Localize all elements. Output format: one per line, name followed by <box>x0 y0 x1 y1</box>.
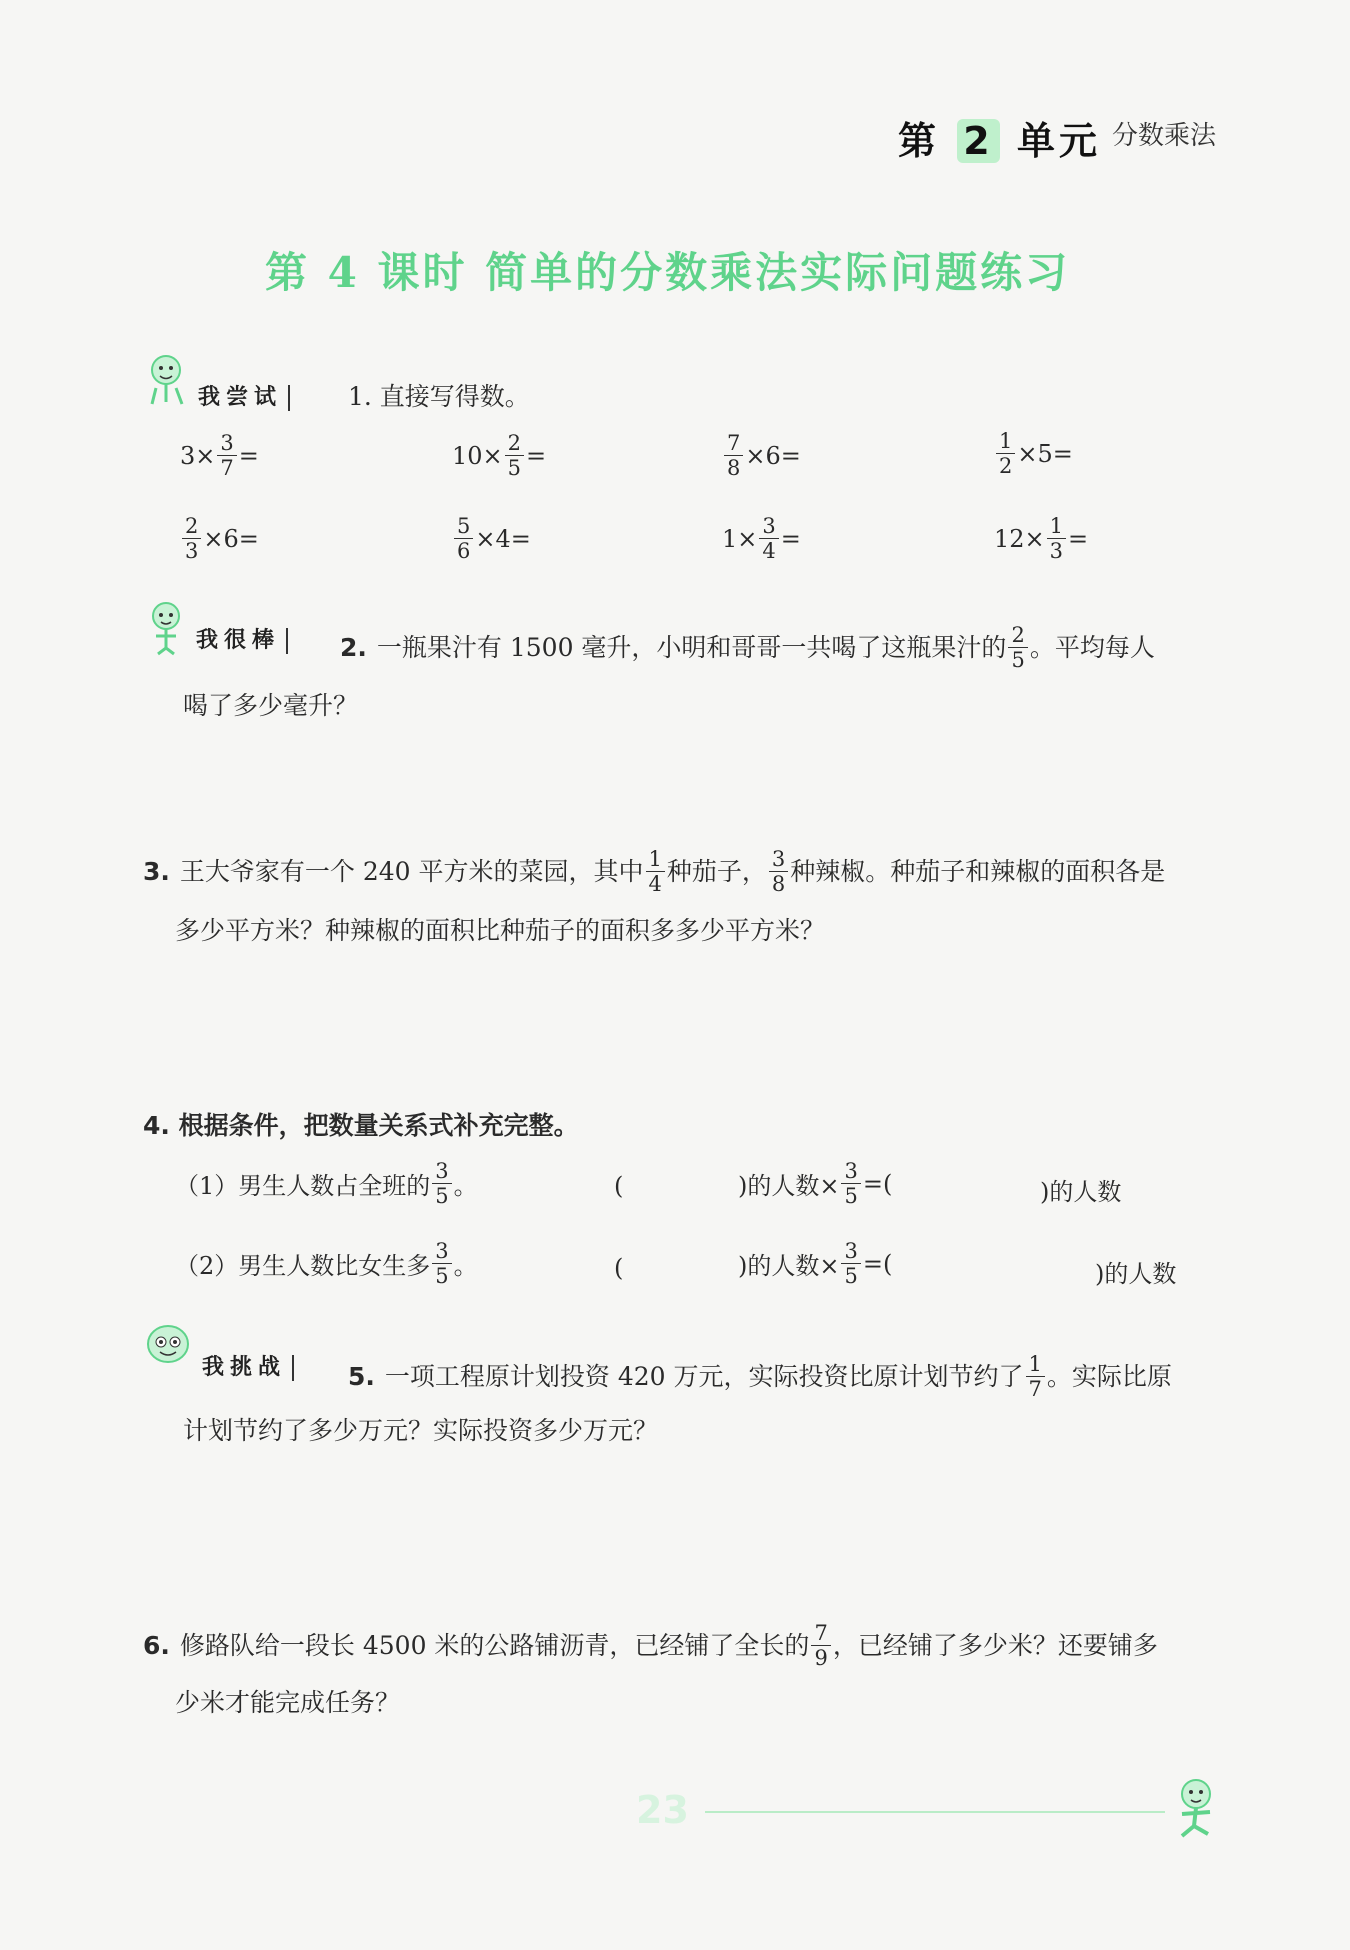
page-number: 23 <box>636 1788 689 1832</box>
q5-line1: 5. 一项工程原计划投资 420 万元，实际投资比原计划节约了 $\frac{1}{7}$ 。实际比原 <box>348 1352 1172 1402</box>
q3-line2: 多少平方米？种辣椒的面积比种茄子的面积多多少平方米？ <box>175 916 826 945</box>
section-great-label: 我很棒 <box>196 628 281 653</box>
q6-line2: 少米才能完成任务？ <box>175 1688 401 1717</box>
unit-number: 2 <box>957 119 999 163</box>
q3-line1: 3. 王大爷家有一个 240 平方米的菜园，其中 $\frac{1}{4}$ 种茄子， $\frac{3}{8}$ 种辣椒。种茄子和辣椒的面积各是 <box>143 847 1166 897</box>
q4-row1-condition: （1）男生人数占全班的 $\frac{3}{5}$ 。 <box>175 1159 478 1209</box>
q5-line2: 计划节约了多少万元？实际投资多少万元？ <box>183 1416 659 1445</box>
section-challenge <box>202 1350 294 1381</box>
unit-topic: 分数乘法 <box>1112 121 1217 151</box>
q1-expr-4: $\frac{1}{2}$ ×5= <box>994 430 1073 477</box>
section-great <box>196 623 288 654</box>
section-challenge-label: 我挑战 <box>202 1355 287 1380</box>
q4-label: 4. 根据条件，把数量关系式补充完整。 <box>143 1111 579 1140</box>
footer-divider <box>705 1811 1165 1813</box>
q1-expr-6: $\frac{5}{6}$ ×4= <box>452 515 531 562</box>
q1-expr-8: 12× $\frac{1}{3}$ = <box>994 514 1089 564</box>
cartoon-mascot-icon <box>140 1318 196 1374</box>
q4-row2-relation: )的人数× $\frac{3}{5}$ =( <box>738 1239 893 1289</box>
cartoon-girl-icon <box>142 348 192 408</box>
q4-row1-blank-2[interactable]: )的人数 <box>1040 1178 1122 1206</box>
q4-row2-blank-1[interactable]: ( <box>614 1254 624 1282</box>
unit-prefix: 第 <box>898 119 941 163</box>
q4-row2-blank-2[interactable]: )的人数 <box>1095 1260 1177 1288</box>
q4-row1-relation: )的人数× $\frac{3}{5}$ =( <box>738 1159 893 1209</box>
q2-line1: 2. 一瓶果汁有 1500 毫升，小明和哥哥一共喝了这瓶果汁的 $\frac{2}{5}$ 。平均每人 <box>340 623 1155 673</box>
q4-row2-condition: （2）男生人数比女生多 $\frac{3}{5}$ 。 <box>175 1239 478 1289</box>
section-try <box>198 380 290 411</box>
q1-expr-5: $\frac{2}{3}$ ×6= <box>180 515 259 562</box>
lesson-title: 第 4 课时 简单的分数乘法实际问题练习 <box>265 248 1071 297</box>
q1-expr-7: 1× $\frac{3}{4}$ = <box>722 514 801 564</box>
q1-expr-3: $\frac{7}{8}$ ×6= <box>722 432 801 479</box>
cartoon-child-icon <box>142 596 192 656</box>
q2-line2: 喝了多少毫升？ <box>183 691 359 720</box>
cartoon-runner-icon <box>1160 1772 1230 1842</box>
q1-expr-2: 10× $\frac{2}{5}$ = <box>452 431 547 481</box>
q4-row1-blank-1[interactable]: ( <box>614 1172 624 1200</box>
unit-heading <box>898 110 1101 165</box>
unit-suffix: 单元 <box>1016 119 1101 163</box>
q1-expr-1: 3× $\frac{3}{7}$ = <box>180 431 259 481</box>
section-try-label: 我尝试 <box>198 385 283 410</box>
q6-line1: 6. 修路队给一段长 4500 米的公路铺沥青，已经铺了全长的 $\frac{7}{9}$ ，已经铺了多少米？还要铺多 <box>143 1621 1158 1671</box>
q1-label: 1. 直接写得数。 <box>348 382 530 411</box>
